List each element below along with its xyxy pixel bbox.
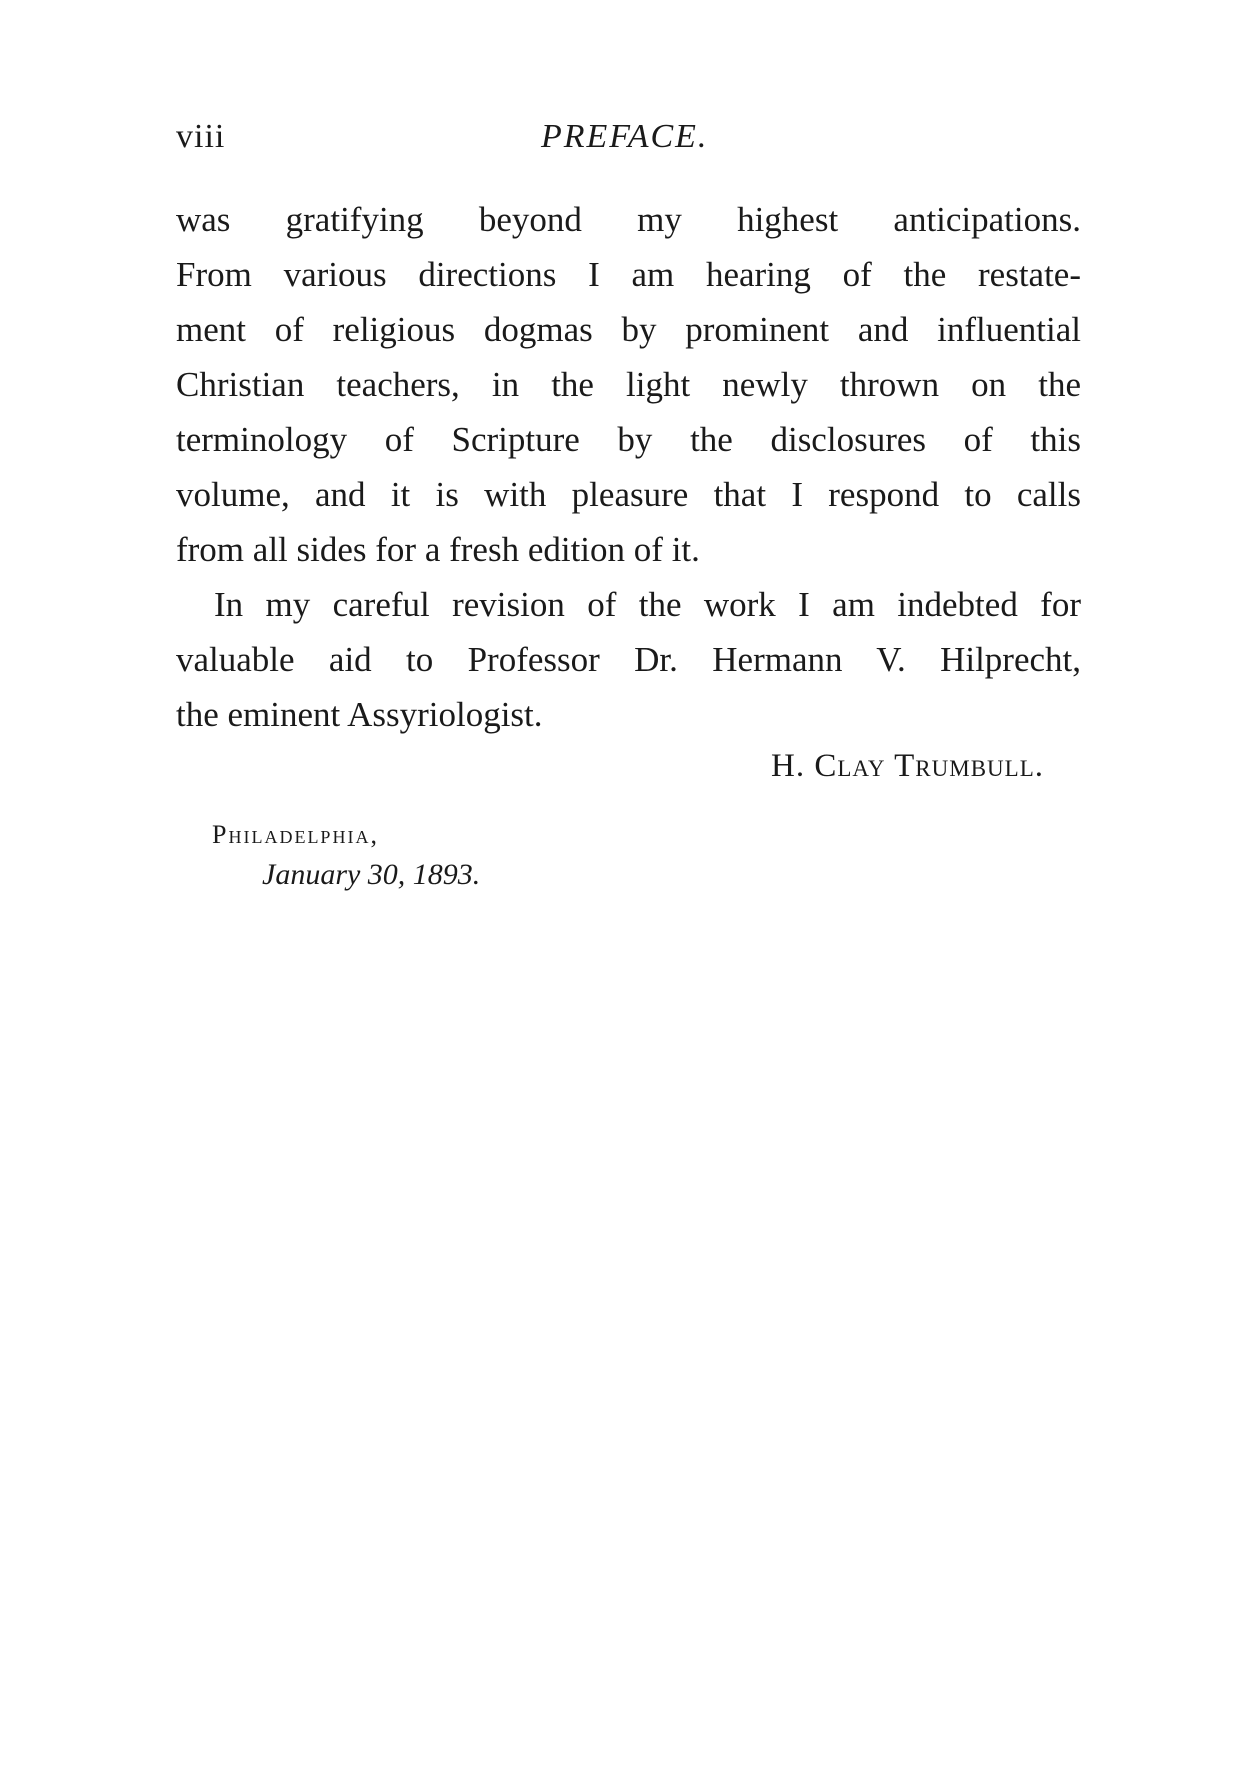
running-title: PREFACE. <box>541 118 709 155</box>
author-signature: H. Clay Trumbull. <box>770 748 1044 784</box>
paragraph-1 <box>176 192 1081 577</box>
page-number: viii <box>176 118 226 155</box>
text-line: ment of religious dogmas by prominent and influential <box>176 310 1081 349</box>
date-line: January 30, 1893. <box>262 858 481 891</box>
text-line: was gratifying beyond my highest anticipations. <box>176 200 1081 239</box>
place-line: Philadelphia, <box>212 820 379 849</box>
text-line: volume, and it is with pleasure that I respond to calls <box>176 475 1081 514</box>
paragraph-2 <box>176 577 1081 742</box>
text-line: From various directions I am hearing of the restate- <box>176 255 1081 294</box>
running-head <box>176 118 1081 168</box>
text-line: the eminent Assyriologist. <box>176 695 543 734</box>
text-line: from all sides for a fresh edition of it. <box>176 530 700 569</box>
text-line: valuable aid to Professor Dr. Hermann V. Hilprecht, <box>176 640 1081 679</box>
text-line: In my careful revision of the work I am indebted for <box>214 585 1081 624</box>
text-line: Christian teachers, in the light newly thrown on the <box>176 365 1081 404</box>
text-line: terminology of Scripture by the disclosures of this <box>176 420 1081 459</box>
body-text <box>176 192 1081 742</box>
